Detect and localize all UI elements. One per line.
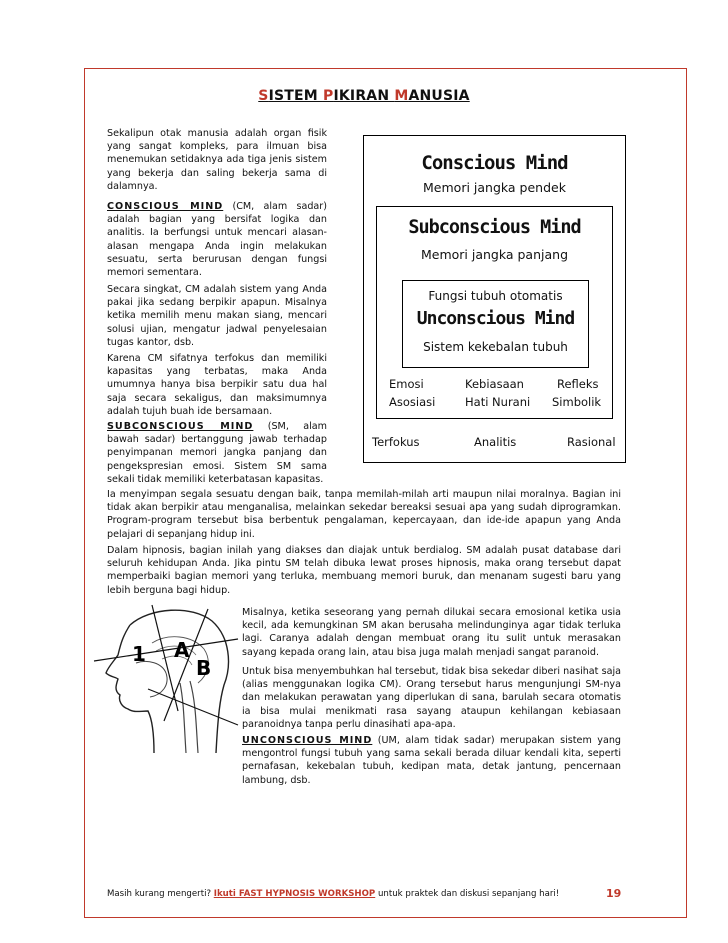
- unconscious-mind-heading: Unconscious Mind: [416, 308, 575, 329]
- conscious-mind-heading: Conscious Mind: [421, 152, 568, 174]
- subconscious-mind-paragraph: SUBCONSCIOUS MIND (SM, alam bawah sadar) bertanggung jawab terhadap penyimpanan memori jangka panjang dan pengekspresian emosi. Sistem SM sama sekali tidak memiliki keterbatasan kapasitas.: [107, 421, 328, 485]
- head-illustration: [92, 603, 240, 753]
- subconscious-mind-heading: Subconscious Mind: [408, 217, 581, 238]
- trait-hati-nurani: Hati Nurani: [465, 395, 531, 409]
- healing-paragraph: Untuk bisa menyembuhkan hal tersebut, tidak bisa sekedar diberi nasihat saja (alias menggunakan logika CM). Orang tersebut harus mengunjungi SM-nya dan melakukan perawatan yang diperlukan di sana, barulah secara otomatis ia bisa mulai menikmati rasa sayang ataupun kehilangan kebiasaan paranoidnya tanpa perlu dinasihati apa-apa.: [242, 666, 621, 730]
- label-b: B: [196, 656, 212, 680]
- label-1: 1: [132, 642, 146, 666]
- workshop-link[interactable]: Ikuti FAST HYPNOSIS WORKSHOP: [213, 889, 376, 899]
- page-title: SISTEM PIKIRAN MANUSIA: [258, 88, 470, 104]
- hypnosis-paragraph: Dalam hipnosis, bagian inilah yang diakses dan diajak untuk berdialog. SM adalah pusat database dari seluruh kehidupan Anda. Jika pintu SM telah dibuka lewat proses hipnosis, maka orang tersebut dapat memperbaiki bagian memori yang terluka, membuang memori buruk, dan menanam sugesti baru yang lebih berguna bagi hidup.: [107, 545, 621, 596]
- trait-rasional: Rasional: [567, 435, 616, 449]
- trait-refleks: Refleks: [557, 377, 599, 391]
- trait-analitis: Analitis: [474, 435, 517, 449]
- trait-emosi: Emosi: [389, 377, 424, 391]
- conscious-mind-caption: Memori jangka pendek: [423, 180, 566, 195]
- conscious-mind-example-paragraph: Secara singkat, CM adalah sistem yang Anda pakai jika sedang berpikir apapun. Misalnya ketika memilih menu makan siang, mencari solusi ujian, mengatur jadwal penyelesaian tugas kantor, dsb.: [107, 284, 327, 348]
- subconscious-mind-caption: Memori jangka panjang: [420, 247, 569, 262]
- subconscious-mind-term: SUBCONSCIOUS MIND: [107, 421, 254, 432]
- unconscious-caption: Sistem kekebalan tubuh: [423, 340, 568, 354]
- trait-terfokus: Terfokus: [372, 435, 420, 449]
- subconscious-example-paragraph: Misalnya, ketika seseorang yang pernah dilukai secara emosional ketika usia kecil, ada kemungkinan SM akan berusaha melindunginya agar tidak terluka lagi. Caranya adalah dengan membuat orang itu sulit untuk merasakan sayang kepada orang lain, atau bisa juga malah menjadi sangat paranoid.: [242, 607, 621, 658]
- unconscious-mind-term: UNCONSCIOUS MIND: [242, 735, 373, 746]
- subconscious-box: [376, 206, 613, 419]
- footer: Masih kurang mengerti? Ikuti FAST HYPNOSIS WORKSHOP untuk praktek dan diskusi sepanjang hari!: [107, 889, 560, 899]
- unconscious-top-caption: Fungsi tubuh otomatis: [428, 289, 563, 303]
- mind-diagram: [363, 135, 626, 463]
- label-a: A: [174, 638, 190, 662]
- unconscious-box: [402, 280, 589, 368]
- trait-kebiasaan: Kebiasaan: [465, 377, 524, 391]
- conscious-mind-paragraph: CONSCIOUS MIND (CM, alam sadar) adalah bagian yang bersifat logika dan analitis. Ia berfungsi untuk mencari alasan-alasan mengapa Anda ingin melakukan sesuatu, serta berurusan dengan fungsi memori sementara.: [107, 201, 327, 279]
- conscious-mind-term: CONSCIOUS MIND: [107, 201, 224, 212]
- trait-simbolik: Simbolik: [552, 395, 602, 409]
- subconscious-storage-paragraph: Ia menyimpan segala sesuatu dengan baik, tanpa memilah-milah arti maupun nilai moralnya. Bagian ini tidak akan berpikir atau menganalisa, melainkan sekedar bereaksi sesuai apa yang sudah diprogramkan. Program-program tersebut bisa berbentuk pengalaman, kepercayaan, dan ide-ide apapun yang Anda pelajari di sepanjang hidup ini.: [107, 489, 621, 540]
- conscious-mind-capacity-paragraph: Karena CM sifatnya terfokus dan memiliki kapasitas yang terbatas, maka Anda umumnya hanya bisa berpikir satu dua hal saja secara sekaligus, dan maksimumnya adalah tujuh buah ide bersamaan.: [107, 353, 327, 417]
- trait-asosiasi: Asosiasi: [389, 395, 436, 409]
- intro-paragraph: Sekalipun otak manusia adalah organ fisik yang sangat kompleks, para ilmuan bisa menemukan setidaknya ada tiga jenis sistem yang bekerja dan saling bekerja sama di dalamnya.: [107, 128, 327, 192]
- page-number: 19: [606, 887, 622, 900]
- unconscious-mind-paragraph: UNCONSCIOUS MIND (UM, alam tidak sadar) merupakan sistem yang mengontrol fungsi tubuh yang sama sekali berada diluar kendali kita, seperti pernafasan, kekebalan tubuh, kedipan mata, detak jantung, pencernaan lambung, dsb.: [242, 735, 621, 786]
